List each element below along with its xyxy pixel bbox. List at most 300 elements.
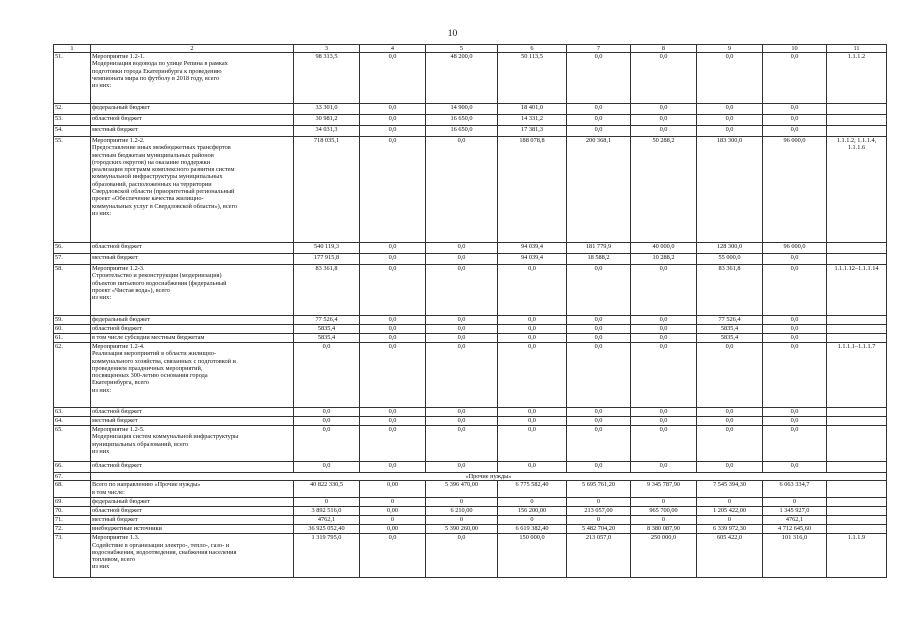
value-cell: 1 345 927,0 [763,507,827,516]
description-line: из них: [92,82,112,90]
value-cell: 0 [360,516,426,525]
value-cell: 3 892 516,0 [294,507,360,516]
value-cell: 16 650,0 [426,115,498,126]
value-cell: 14 900,0 [426,104,498,115]
table-row [54,516,887,525]
description-line: коммунальных услуг в Свердловской области»), всего [92,202,238,210]
value-cell: 83 361,8 [697,265,763,316]
row-number-cell: 68. [54,481,91,498]
description-line: коммунального хозяйства, связанных с подготовкой и [92,357,236,365]
row-description-cell [91,53,294,104]
target-ref-line: 1.1.1.2, 1.1.1.4, [836,137,877,144]
target-ref-cell [827,265,887,316]
row-number-cell: 56. [54,243,91,254]
target-ref-line: 1.1.1.2 [847,53,866,60]
row-description-cell [91,115,294,126]
value-cell: 0,0 [426,254,498,265]
value-cell: 0,0 [763,462,827,473]
value-cell: 77 526,4 [294,316,360,325]
description-line: из них [92,447,110,455]
description-line: Екатеринбурга, всего [92,379,149,387]
value-cell: 0 [498,516,567,525]
table-row [54,525,887,534]
value-cell: 4762,1 [763,516,827,525]
value-cell: 213 057,0 [567,534,631,578]
description-line: муниципальных образований, всего [92,440,189,448]
value-cell: 0 [567,516,631,525]
value-cell: 0 [763,498,827,507]
value-cell: 96 000,0 [763,137,827,243]
table-row [54,325,887,334]
description-line: (городских округов) на оказание поддержки [92,158,211,166]
value-cell: 0,0 [360,325,426,334]
value-cell: 0,0 [360,104,426,115]
value-cell: 0,0 [697,126,763,137]
row-description-cell [91,534,294,578]
row-description-cell [91,408,294,417]
value-cell: 177 915,8 [294,254,360,265]
value-cell: 0,0 [498,408,567,417]
value-cell: 0,0 [697,115,763,126]
value-cell: 0 [697,516,763,525]
value-cell: 33 301,0 [294,104,360,115]
row-number-cell: 53. [54,115,91,126]
row-description-cell [91,525,294,534]
value-cell: 6 619 382,40 [498,525,567,534]
row-number-cell: 67. [54,473,91,481]
value-cell: 50 288,2 [631,137,697,243]
value-cell: 0,0 [426,137,498,243]
value-cell: 0,00 [360,507,426,516]
value-cell: 0,0 [631,462,697,473]
description-line: областной бюджет [92,408,142,415]
value-cell: 0,0 [631,334,697,343]
value-cell: 181 779,9 [567,243,631,254]
description-line: в том числе: [92,488,125,496]
value-cell: 0,0 [763,334,827,343]
value-cell: 0,0 [631,343,697,408]
column-number-cell: 4 [360,45,426,53]
row-description-cell [91,462,294,473]
column-number-cell: 6 [498,45,567,53]
value-cell: 0,0 [763,417,827,426]
value-cell: 0,0 [763,316,827,325]
description-line: чемпионата мира по футболу в 2018 году, всего [92,74,220,82]
description-line: Содействие в организации электро-, тепло-, газо- и [92,541,230,549]
target-ref-cell [827,525,887,534]
target-ref-cell [827,516,887,525]
value-cell: 0,0 [631,53,697,104]
table-row [54,481,887,498]
row-description-cell [91,343,294,408]
column-number-cell: 9 [697,45,763,53]
value-cell: 0,0 [294,343,360,408]
value-cell: 0,0 [498,426,567,462]
value-cell: 1 205 422,00 [697,507,763,516]
value-cell: 0,0 [360,254,426,265]
row-description-cell [91,481,294,498]
target-ref-cell [827,53,887,104]
value-cell: 5 390 260,00 [426,525,498,534]
description-line: проведением праздничных мероприятий, [92,364,203,372]
value-cell: 0 [498,498,567,507]
value-cell: 965 700,00 [631,507,697,516]
value-cell: 0,0 [426,325,498,334]
value-cell: 55 000,0 [697,254,763,265]
description-line: областной бюджет [92,115,142,122]
description-line: Всего по направлению «Прочие нужды» [92,481,201,489]
value-cell: 0,0 [294,426,360,462]
value-cell: 0,0 [697,426,763,462]
table-row [54,126,887,137]
row-number-cell: 57. [54,254,91,265]
description-line: федеральный бюджет [92,316,150,323]
value-cell: 5 482 704,20 [567,525,631,534]
value-cell: 0,0 [763,426,827,462]
value-cell: 5835,4 [294,334,360,343]
description-line: областной бюджет [92,325,142,332]
value-cell: 0 [360,498,426,507]
value-cell: 0,0 [567,265,631,316]
value-cell: 17 381,3 [498,126,567,137]
value-cell: 0,0 [360,243,426,254]
description-line: Реализация мероприятий в области жилищно- [92,350,216,358]
row-number-cell: 59. [54,316,91,325]
value-cell: 0,0 [763,265,827,316]
value-cell: 0,0 [498,325,567,334]
value-cell: 6 210,00 [426,507,498,516]
target-ref-cell [827,243,887,254]
value-cell: 18 588,2 [567,254,631,265]
value-cell: 718 035,1 [294,137,360,243]
row-description-cell [91,516,294,525]
row-description-cell [91,254,294,265]
value-cell: 0,0 [567,325,631,334]
value-cell: 94 039,4 [498,254,567,265]
description-line: местный бюджет [92,417,138,424]
value-cell: 77 526,4 [697,316,763,325]
value-cell: 1 319 795,0 [294,534,360,578]
row-description-cell [91,325,294,334]
value-cell: 0,0 [498,417,567,426]
value-cell: 0,0 [631,325,697,334]
row-number-cell: 72. [54,525,91,534]
value-cell: 605 422,0 [697,534,763,578]
description-line: коммунальной инфраструктуры муниципальных [92,173,223,181]
value-cell: 0,0 [360,115,426,126]
value-cell: 5835,4 [697,334,763,343]
value-cell: 0,0 [498,316,567,325]
row-description-cell [91,137,294,243]
value-cell: 0 [426,516,498,525]
row-number-cell: 55. [54,137,91,243]
table-row [54,316,887,325]
target-ref-cell [827,408,887,417]
value-cell: 0 [631,498,697,507]
value-cell: 0,0 [567,334,631,343]
table-row [54,137,887,243]
target-ref-line: 1.1.1.12–1.1.1.14 [834,265,879,272]
table-row [54,53,887,104]
description-line: Мероприятие 1.2-1. [92,53,145,60]
value-cell: 0,0 [567,126,631,137]
table-row [54,254,887,265]
value-cell: 0,0 [567,53,631,104]
value-cell: 540 119,3 [294,243,360,254]
row-number-cell: 54. [54,126,91,137]
row-number-cell: 69. [54,498,91,507]
row-number-cell: 71. [54,516,91,525]
column-number-cell: 5 [426,45,498,53]
value-cell: 0,0 [360,53,426,104]
description-line: из них [92,563,110,571]
value-cell: 0,0 [763,408,827,417]
value-cell: 0,0 [426,343,498,408]
value-cell: 98 313,5 [294,53,360,104]
value-cell: 0,00 [360,525,426,534]
description-line: образований, расположенных на территории [92,180,212,188]
value-cell: 0 [697,498,763,507]
description-line: объектов питьевого водоснабжения (федеральный [92,279,227,287]
description-line: местным бюджетам муниципальных районов [92,151,214,159]
value-cell: 0,0 [426,426,498,462]
target-ref-cell [827,481,887,498]
row-description-cell [91,126,294,137]
description-line: из них: [92,386,112,394]
target-ref-cell [827,334,887,343]
row-number-cell: 52. [54,104,91,115]
value-cell: 48 200,0 [426,53,498,104]
value-cell: 0,0 [498,334,567,343]
column-number-cell: 1 [54,45,91,53]
description-line: проект «Чистая вода»), всего [92,286,170,294]
value-cell: 0,0 [426,462,498,473]
target-ref-cell [827,137,887,243]
value-cell: 14 331,2 [498,115,567,126]
value-cell: 94 039,4 [498,243,567,254]
value-cell: 0,0 [697,104,763,115]
value-cell: 6 339 972,30 [697,525,763,534]
value-cell: 0,0 [763,126,827,137]
value-cell: 0,0 [360,316,426,325]
row-number-cell: 73. [54,534,91,578]
description-line: местный бюджет [92,254,138,261]
value-cell: 0,00 [360,481,426,498]
value-cell: 0,0 [426,265,498,316]
value-cell: 0,0 [360,408,426,417]
row-number-cell: 62. [54,343,91,408]
value-cell: 0,0 [360,462,426,473]
column-number-cell: 7 [567,45,631,53]
value-cell: 0,0 [631,316,697,325]
table-row [54,462,887,473]
value-cell: 0,0 [567,343,631,408]
target-ref-cell [827,126,887,137]
value-cell: 0,0 [294,408,360,417]
column-number-cell: 3 [294,45,360,53]
target-ref-line: 1.1.1.9 [847,534,866,542]
value-cell: 0,0 [697,417,763,426]
value-cell: 0,0 [763,115,827,126]
row-number-cell: 63. [54,408,91,417]
table-row [54,334,887,343]
value-cell: 0,0 [763,325,827,334]
value-cell: 0,0 [360,343,426,408]
value-cell: 0,0 [631,126,697,137]
value-cell: 0,0 [631,115,697,126]
value-cell: 18 401,0 [498,104,567,115]
table-row [54,408,887,417]
column-number-cell: 2 [91,45,294,53]
target-ref-cell [827,498,887,507]
row-description-cell [91,334,294,343]
value-cell: 0,0 [567,316,631,325]
target-ref-cell [827,426,887,462]
value-cell: 7 545 394,30 [697,481,763,498]
value-cell: 0,0 [426,334,498,343]
row-description-cell [91,417,294,426]
value-cell: 0,0 [426,408,498,417]
target-ref-cell [827,316,887,325]
description-line: федеральный бюджет [92,498,150,506]
table-row [54,426,887,462]
description-line: Модернизация систем коммунальной инфраструктуры [92,433,239,441]
target-ref-cell [827,343,887,408]
description-line: водоснабжения, водоотведения, снабжения населения [92,548,237,556]
value-cell: 34 031,3 [294,126,360,137]
value-cell: 0,0 [360,334,426,343]
value-cell: 0,0 [697,462,763,473]
value-cell: 9 345 787,90 [631,481,697,498]
value-cell: 40 822 330,5 [294,481,360,498]
value-cell: 200 368,1 [567,137,631,243]
column-number-row [54,45,887,53]
value-cell: 188 078,8 [498,137,567,243]
section-row [54,473,887,481]
value-cell: 101 316,0 [763,534,827,578]
value-cell: 213 057,00 [567,507,631,516]
value-cell: 8 380 087,90 [631,525,697,534]
value-cell: 0,0 [631,426,697,462]
value-cell: 36 925 052,40 [294,525,360,534]
value-cell: 96 000,0 [763,243,827,254]
description-line: Свердловской области (приоритетный региональный [92,188,235,196]
value-cell: 0,0 [567,408,631,417]
value-cell: 183 300,0 [697,137,763,243]
value-cell: 0,0 [631,265,697,316]
target-ref-cell [827,417,887,426]
column-number-cell: 8 [631,45,697,53]
target-ref-cell [827,115,887,126]
value-cell: 30 981,2 [294,115,360,126]
value-cell: 0,0 [360,426,426,462]
value-cell: 6 775 582,40 [498,481,567,498]
value-cell: 156 200,00 [498,507,567,516]
row-number-cell: 51. [54,53,91,104]
description-line: Мероприятие 1.2-3. [92,265,145,272]
value-cell: 0,0 [567,104,631,115]
table-row [54,417,887,426]
description-line: Строительство и реконструкция (модернизация) [92,272,222,280]
value-cell: 0 [294,498,360,507]
value-cell: 150 000,0 [498,534,567,578]
description-line: подготовки города Екатеринбурга к проведению [92,67,222,75]
value-cell: 5835,4 [294,325,360,334]
description-line: из них: [92,294,112,302]
description-line: Мероприятие 1.2-5. [92,426,145,433]
value-cell: 5 695 761,20 [567,481,631,498]
description-line: проект «Обеспечение качества жилищно- [92,195,204,203]
value-cell: 0,0 [360,126,426,137]
value-cell: 4 712 645,60 [763,525,827,534]
value-cell: 0,0 [697,343,763,408]
value-cell: 40 000,0 [631,243,697,254]
value-cell: 128 300,0 [697,243,763,254]
description-line: местный бюджет [92,126,138,133]
value-cell: 0,0 [360,417,426,426]
row-description-cell [91,498,294,507]
value-cell: 0,0 [498,343,567,408]
description-line: федеральный бюджет [92,104,150,111]
value-cell: 0 [426,498,498,507]
table-row [54,498,887,507]
target-ref-line: 1.1.1.6 [847,144,866,152]
target-ref-cell [827,254,887,265]
description-line: Модернизация водовода по улице Репина в рамках [92,60,228,68]
value-cell: 0 [567,498,631,507]
row-description-cell [91,426,294,462]
value-cell: 4762,1 [294,516,360,525]
value-cell: 0,0 [294,462,360,473]
table-row [54,115,887,126]
column-number-cell: 11 [827,45,887,53]
target-ref-cell [827,462,887,473]
description-line: реализации программ комплексного развития систем [92,166,235,174]
row-description-cell [91,265,294,316]
value-cell: 0,0 [763,53,827,104]
value-cell: 0,0 [567,426,631,462]
column-number-cell: 10 [763,45,827,53]
table-row [54,507,887,516]
row-description-cell [91,316,294,325]
value-cell: 0,0 [631,104,697,115]
row-number-cell: 64. [54,417,91,426]
row-number-cell: 60. [54,325,91,334]
description-line: Мероприятие 1.3. [92,534,140,542]
row-description-cell [91,243,294,254]
value-cell: 10 288,2 [631,254,697,265]
value-cell: 0,0 [567,115,631,126]
value-cell: 50 113,5 [498,53,567,104]
value-cell: 5835,4 [697,325,763,334]
description-line: посвященных 300-летию основания города [92,372,208,380]
value-cell: 0,0 [631,408,697,417]
value-cell: 0,0 [426,417,498,426]
value-cell: 5 396 470,00 [426,481,498,498]
value-cell: 0,0 [631,417,697,426]
description-line: местный бюджет [92,516,138,524]
value-cell: 0,0 [498,265,567,316]
value-cell: 0,0 [763,343,827,408]
target-ref-cell [827,104,887,115]
table-row [54,104,887,115]
value-cell: 0,0 [360,534,426,578]
value-cell: 0,0 [763,104,827,115]
row-number-cell: 61. [54,334,91,343]
row-number-cell: 66. [54,462,91,473]
row-number-cell: 65. [54,426,91,462]
description-line: из них: [92,209,112,217]
